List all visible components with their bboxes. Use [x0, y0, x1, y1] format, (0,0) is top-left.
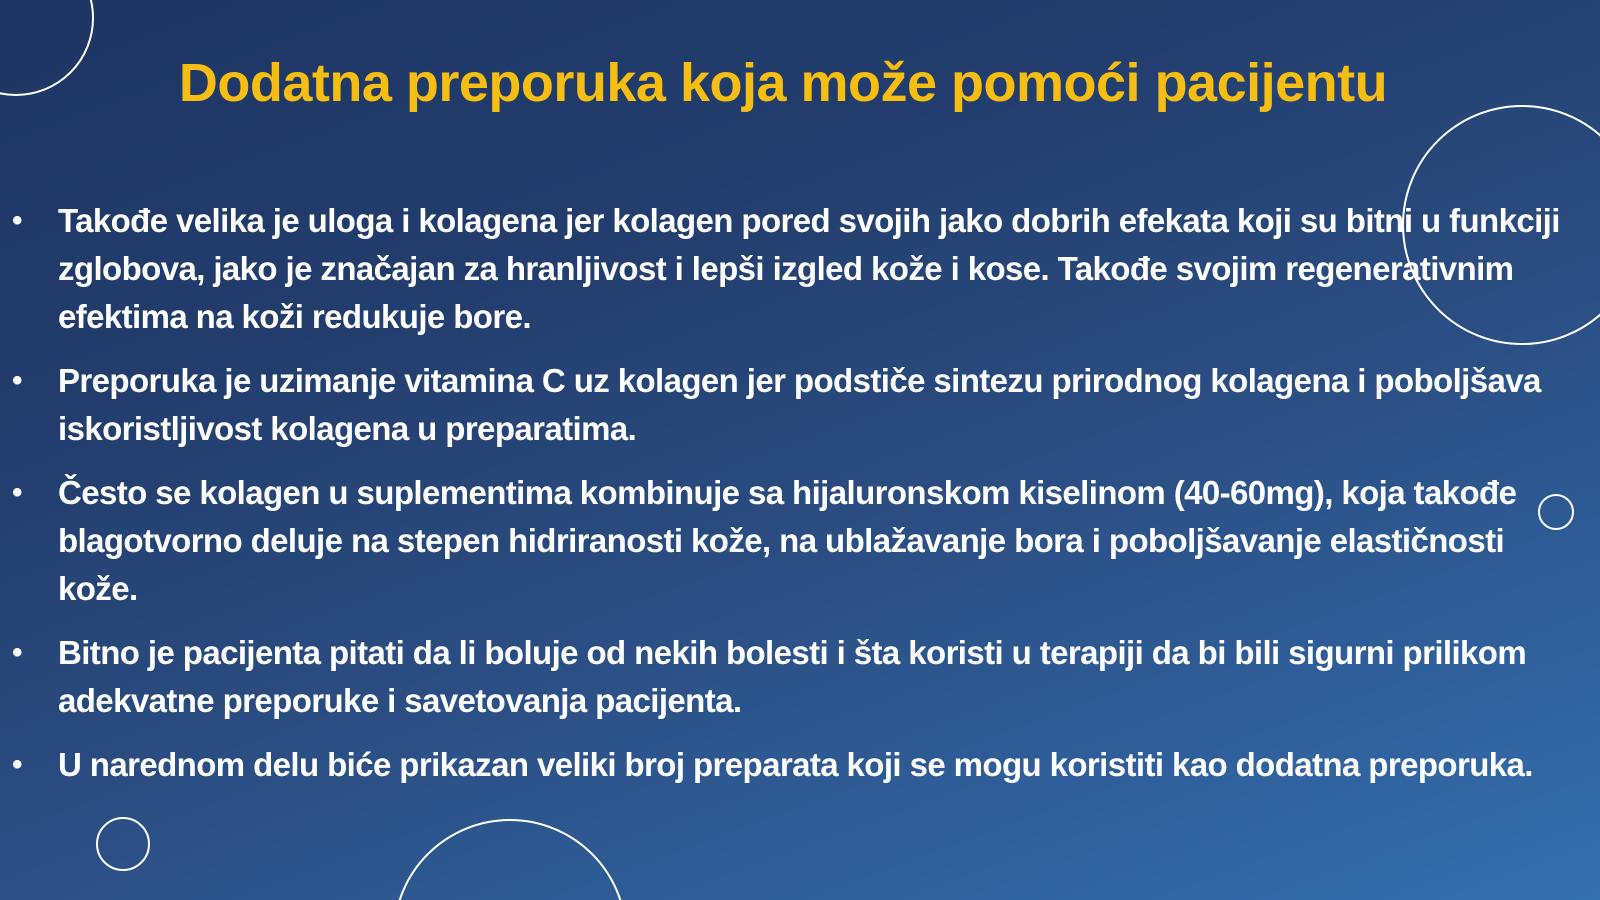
- bullet-item-patient-questions: • Bitno je pacijenta pitati da li boluje od nekih bolesti i šta koristi u terapiji da bi bili sigurni prilikom adekvatne preporuke i savetovanja pacijenta.: [0, 629, 1560, 725]
- bullet-item-collagen: • Takođe velika je uloga i kolagena jer kolagen pored svojih jako dobrih efekata koji su bitni u funkciji zglobova, jako je značajan za hranljivost i lepši izgled kože i kose. Takođe svojim regenerativnim efektima na koži redukuje bore.: [0, 197, 1560, 341]
- bullet-item-vitamin-c: • Preporuka je uzimanje vitamina C uz kolagen jer podstiče sintezu prirodnog kolagena i poboljšava iskoristljivost kolagena u preparatima.: [0, 357, 1560, 453]
- bullet-list: [0, 197, 1560, 805]
- decorative-circle-bottom-center: [394, 820, 626, 900]
- bullet-item-next-section: • U narednom delu biće prikazan veliki broj preparata koji se mogu koristiti kao dodatna preporuka.: [0, 741, 1560, 789]
- decorative-circle-bottom-left: [97, 818, 149, 870]
- slide-title: Dodatna preporuka koja može pomoći pacijentu: [178, 53, 1388, 113]
- bullet-item-hyaluronic-acid: • Često se kolagen u suplementima kombinuje sa hijaluronskom kiselinom (40-60mg), koja takođe blagotvorno deluje na stepen hidriranosti kože, na ublažavanje bora i poboljšavanje elastičnosti kože.: [0, 469, 1560, 613]
